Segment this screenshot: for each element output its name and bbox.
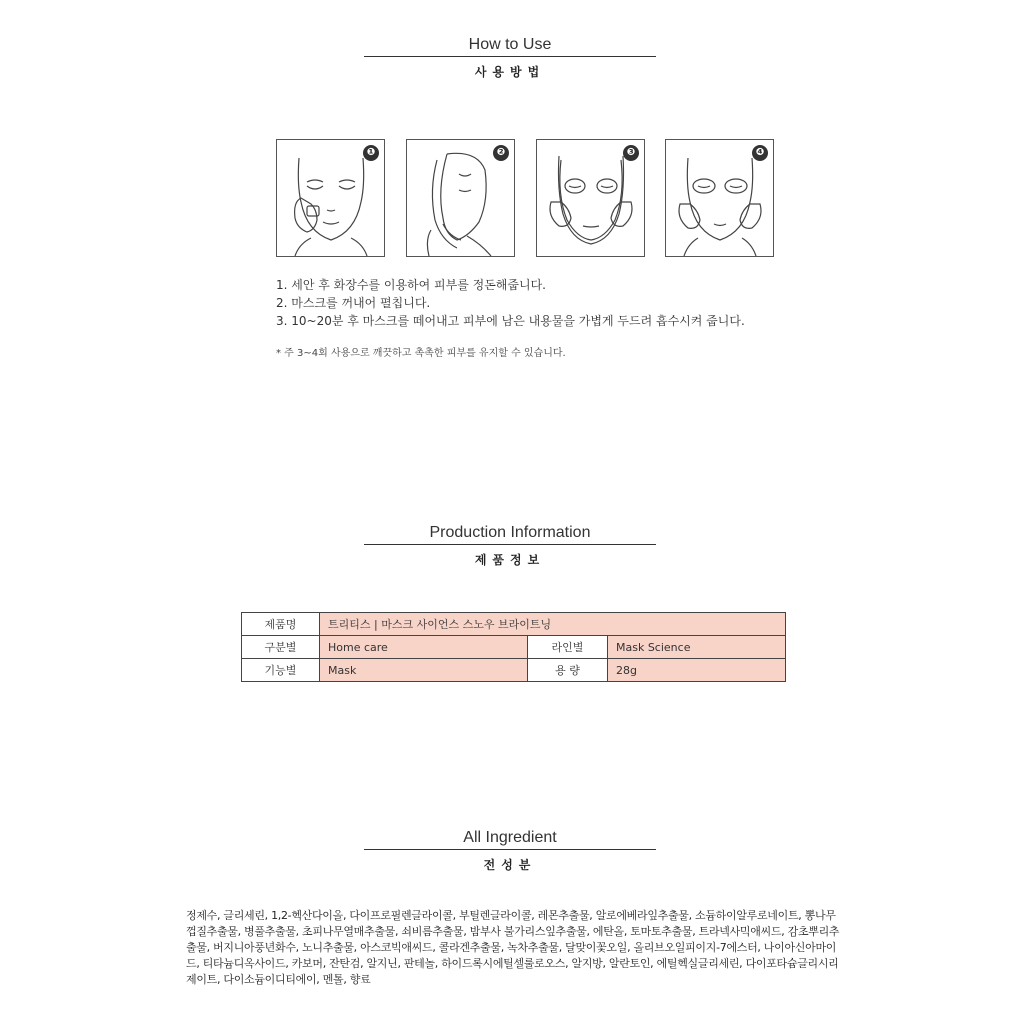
product-info-table	[241, 612, 786, 682]
how-to-use-title-ko: 사용방법	[474, 65, 546, 79]
table-row	[242, 659, 786, 682]
production-info-title: Production Information	[364, 524, 656, 545]
ingredients-title-ko: 전성분	[483, 858, 537, 872]
capacity-value: 28g	[608, 659, 786, 682]
line-label: 라인별	[528, 636, 608, 659]
ingredients-line: 제이트, 다이소듐이디티에이, 멘톨, 향료	[186, 973, 371, 986]
capacity-label: 용 량	[528, 659, 608, 682]
production-info-header	[364, 524, 656, 568]
usage-step-2: 2. 마스크를 꺼내어 펼칩니다.	[276, 296, 431, 310]
step-panel-4	[665, 139, 774, 257]
line-value: Mask Science	[608, 636, 786, 659]
step-badge-4: ❹	[752, 145, 768, 161]
step-panel-3	[536, 139, 645, 257]
category-label: 구분별	[242, 636, 320, 659]
usage-steps	[276, 276, 745, 330]
how-to-use-header	[364, 36, 656, 80]
ingredients-line: 드, 티타늄디옥사이드, 카보머, 잔탄검, 알지닌, 판테놀, 하이드록시에틸셀룰로오스, 알지방, 알란토인, 에틸헥실글리세린, 다이포타슘글리시리	[186, 957, 839, 970]
usage-step-1: 1. 세안 후 화장수를 이용하여 피부를 정돈해줍니다.	[276, 278, 546, 292]
ingredients-list	[186, 908, 840, 988]
ingredients-header	[364, 829, 656, 873]
ingredients-title: All Ingredient	[364, 829, 656, 850]
production-info-title-ko: 제품정보	[474, 553, 546, 567]
function-value: Mask	[320, 659, 528, 682]
how-to-use-title: How to Use	[364, 36, 656, 57]
table-row	[242, 636, 786, 659]
product-name-label: 제품명	[242, 613, 320, 636]
ingredients-line: 껍질추출물, 병풀추출물, 초피나무열매추출물, 쇠비름추출물, 밤부사 불가리스잎추출물, 에탄올, 토마토추출물, 트라넥사믹애씨드, 감초뿌리추	[186, 925, 840, 938]
category-value: Home care	[320, 636, 528, 659]
function-label: 기능별	[242, 659, 320, 682]
step-badge-1: ❶	[363, 145, 379, 161]
step-badge-3: ❸	[623, 145, 639, 161]
step-panel-1	[276, 139, 385, 257]
product-name-value: 트리티스 | 마스크 사이언스 스노우 브라이트닝	[320, 613, 786, 636]
step-panel-2	[406, 139, 515, 257]
ingredients-line: 출물, 버지니아풍년화수, 노니추출물, 아스코빅애씨드, 콜라겐추출물, 녹차추출물, 달맞이꽃오일, 올리브오일피이지-7에스터, 나이아신아마이	[186, 941, 837, 954]
ingredients-line: 정제수, 글리세린, 1,2-헥산다이올, 다이프로필렌글라이콜, 부틸렌글라이콜, 레몬추출물, 알로에베라잎추출물, 소듐하이알루로네이트, 뽕나무	[186, 909, 836, 922]
usage-step-3: 3. 10~20분 후 마스크를 떼어내고 피부에 남은 내용물을 가볍게 두드려 흡수시켜 줍니다.	[276, 314, 745, 328]
usage-note: * 주 3~4회 사용으로 깨끗하고 촉촉한 피부를 유지할 수 있습니다.	[276, 348, 566, 359]
step-badge-2: ❷	[493, 145, 509, 161]
table-row	[242, 613, 786, 636]
